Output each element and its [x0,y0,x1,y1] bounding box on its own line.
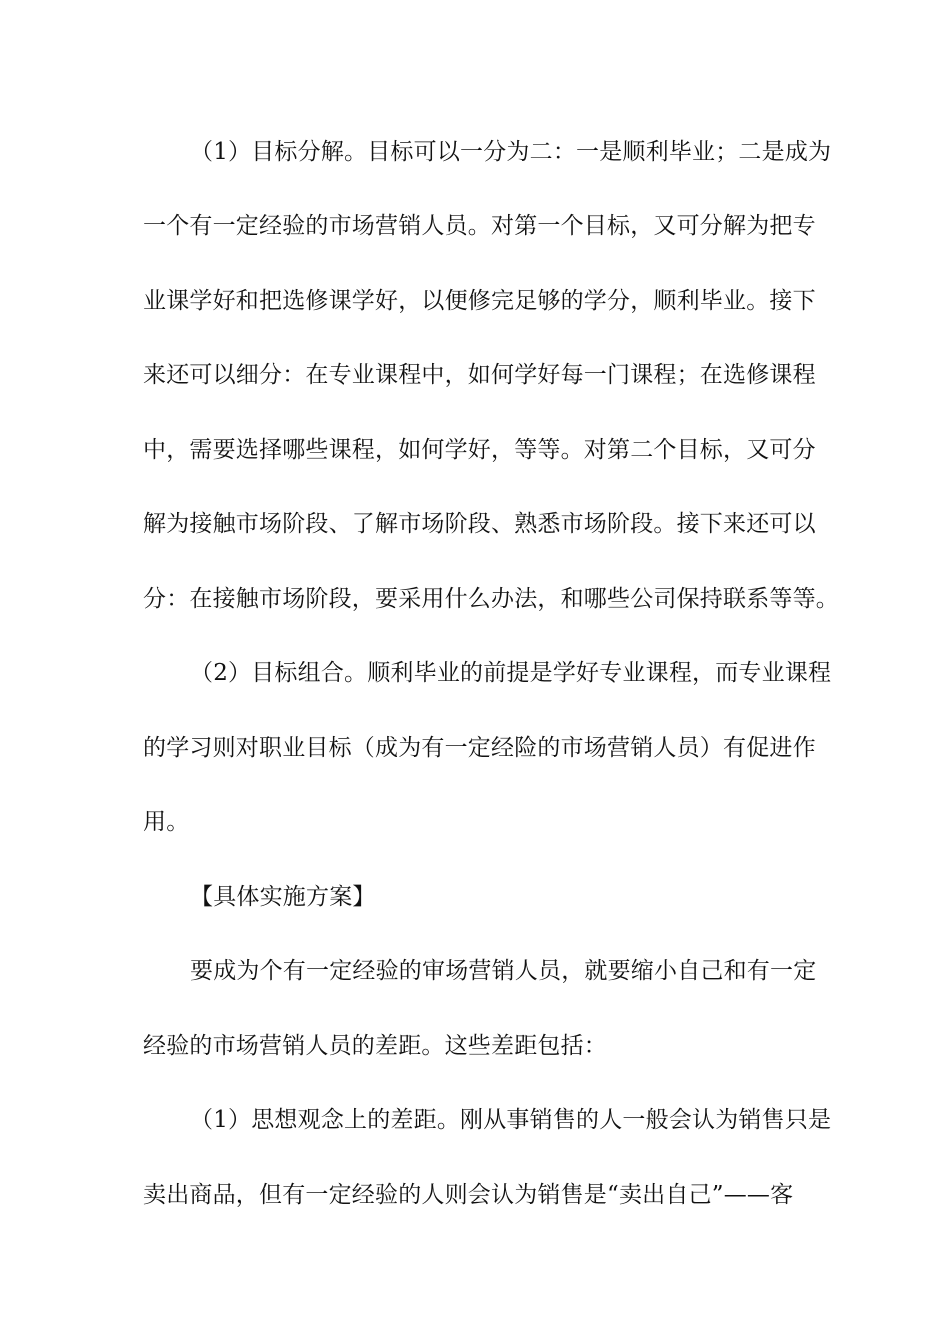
section-heading: 【具体实施方案】 [190,884,376,910]
paragraph-4-line-2: 卖出商品，但有一定经验的人则会认为销售是“卖出自己”——客 [143,1182,794,1208]
paragraph-1-line-4: 来还可以细分：在专业课程中，如何学好每一门课程；在选修课程 [143,362,816,388]
paragraph-3-line-2: 经验的市场营销人员的差距。这些差距包括： [143,1033,607,1059]
paragraph-1-line-5: 中，需要选择哪些课程，如何学好，等等。对第二个目标，又可分 [143,437,816,463]
paragraph-2-line-1: （2）目标组合。顺利毕业的前提是学好专业课程，而专业课程 [190,660,832,686]
paragraph-1-line-2: 一个有一定经验的市场营销人员。对第一个目标，又可分解为把专 [143,213,816,239]
paragraph-1-line-3: 业课学好和把选修课学好，以便修完足够的学分，顺利毕业。接下 [143,288,816,314]
paragraph-2-line-2: 的学习则对职业目标（成为有一定经险的市场营销人员）有促进作 [143,735,816,761]
paragraph-2-line-3: 用。 [143,809,190,835]
paragraph-4-line-1: （1）思想观念上的差距。刚从事销售的人一般会认为销售只是 [190,1107,832,1133]
paragraph-1-line-6: 解为接触市场阶段、了解市场阶段、熟悉市场阶段。接下来还可以 [143,511,816,537]
paragraph-1-line-1: （1）目标分解。目标可以一分为二：一是顺利毕业；二是成为 [190,139,832,165]
paragraph-1-line-7: 分：在接触市场阶段，要采用什么办法，和哪些公司保持联系等等。 [143,586,839,612]
paragraph-3-line-1: 要成为个有一定经验的审场营销人员，就要缩小自己和有一定 [190,958,817,984]
